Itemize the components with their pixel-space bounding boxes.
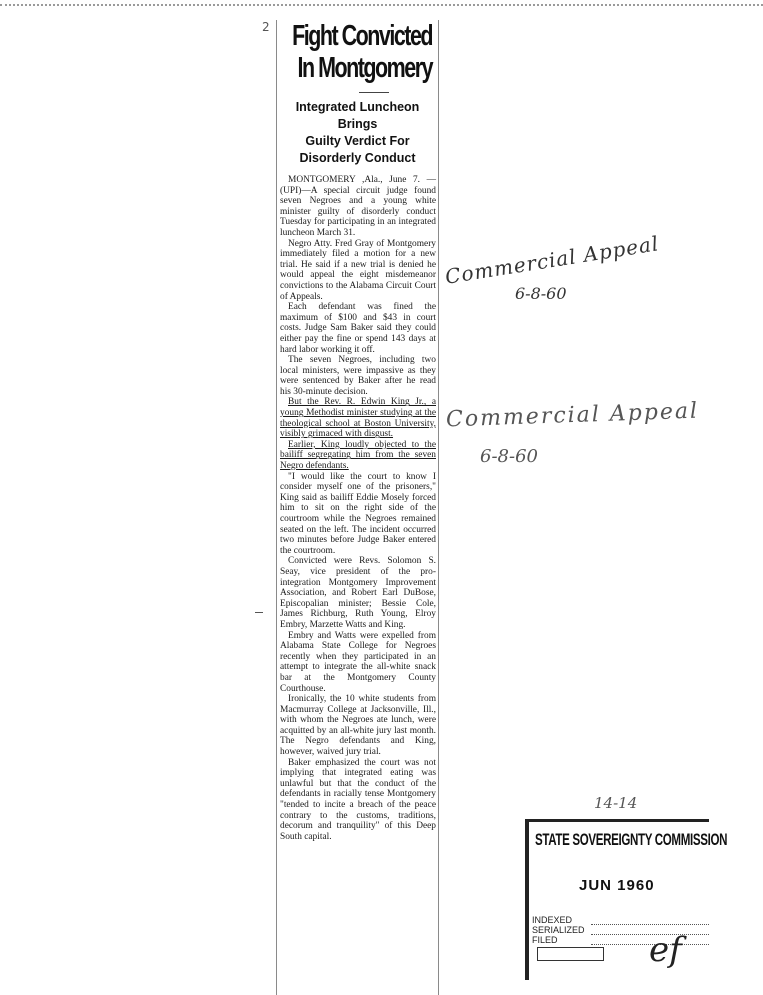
stamp-date: JUN 1960: [579, 877, 655, 894]
stamp-serialized-label: SERIALIZED: [532, 925, 585, 935]
subhead-line-1: Integrated Luncheon Brings: [295, 100, 420, 131]
page-top-border: [0, 4, 763, 6]
headline-line-1: Fight Convicted: [292, 20, 433, 52]
headline-rule: [359, 92, 389, 93]
article-paragraph: Ironically, the 10 white students from Macmurray College at Jacksonville, Ill., with whom the Negroes ate lunch, were acquitted by an all-white jury last month. The Negro defendants and King, however, waived jury trial.: [280, 694, 436, 758]
subhead-line-2: Guilty Verdict For: [305, 134, 410, 148]
article-paragraph: "I would like the court to know I consider myself one of the prisoners," King said as bailiff Eddie Mosely forced him to sit on the right side of the courtroom while the Negroes remained seated on the left. The incident occurred two minutes before Judge Baker entered the courtroom.: [280, 471, 436, 556]
file-number-handwritten: 14-14: [594, 794, 638, 812]
article-paragraph: MONTGOMERY ,Ala., June 7. —(UPI)—A special circuit judge found seven Negroes and a young white minister guilty of disorderly conduct Tuesday for participating in an integrated luncheon March 31.: [280, 175, 436, 238]
subheadline: [277, 99, 438, 167]
article-paragraph: Convicted were Revs. Solomon S. Seay, vice president of the pro-integration Montgomery Improvement Association, and Robert Earl DuBose, Episcopalian minister; Bessie Cole, James Richburg, Ruth Young, Elroy Embry, Marzette Watts and King.: [280, 556, 436, 630]
article-paragraph-underlined: Earlier, King loudly objected to the bailiff segregating him from the seven Negro defendants.: [280, 439, 436, 472]
article-body: [277, 175, 438, 842]
handwritten-initials: ef: [649, 930, 682, 970]
article-paragraph: The seven Negroes, including two local ministers, were impassive as they were sentenced by Baker after he read his 30-minute decision.: [280, 355, 436, 397]
stamp-labels: [532, 915, 585, 945]
page-number-mark: 2: [262, 20, 270, 34]
commission-stamp: [525, 819, 728, 980]
handwritten-date-note: 6-8-60: [515, 284, 567, 303]
headline-line-2: In Montgomery: [297, 52, 433, 84]
handwritten-date-note-faint: 6-8-60: [480, 446, 538, 467]
article-paragraph: Each defendant was fined the maximum of $100 and $43 in court costs. Judge Sam Baker said they could either pay the fine or spend 143 days at hard labor working it off.: [280, 302, 436, 355]
article-paragraph: Negro Atty. Fred Gray of Montgomery immediately filed a motion for a new trial. He said if a new trial is denied he would appeal the eight misdemeanor convictions to the Alabama Circuit Court of Appeals.: [280, 238, 436, 302]
article-paragraph: Embry and Watts were expelled from Alabama State College for Negroes recently when they participated in an attempt to integrate the all-white snack bar at the Montgomery County Courthouse.: [280, 630, 436, 694]
stamp-title: STATE SOVEREIGNTY COMMISSION: [535, 830, 728, 849]
subhead-line-3: Disorderly Conduct: [299, 151, 416, 165]
margin-tick-mark: [255, 612, 263, 613]
handwritten-source-note-faint: Commercial Appeal: [445, 398, 700, 433]
article-paragraph: Baker emphasized the court was not implying that integrated eating was unlawful but that the conduct of the defendants in racially tense Montgomery "tended to incite a breach of the peace contrary to the customs, traditions, decorum and tranquility" of this Deep South capital.: [280, 757, 436, 842]
stamp-signature-box: [537, 947, 604, 961]
article-paragraph-underlined: But the Rev. R. Edwin King Jr., a young Methodist minister studying at the theological school at Boston University, visibly grimaced with disgust.: [280, 397, 436, 440]
stamp-indexed-label: INDEXED: [532, 915, 573, 925]
stamp-indexed-line: [591, 924, 709, 925]
headline: [276, 20, 435, 84]
stamp-filed-label: FILED: [532, 935, 558, 945]
handwritten-source-note: Commercial Appeal: [443, 231, 661, 289]
newspaper-clipping: [276, 20, 439, 995]
